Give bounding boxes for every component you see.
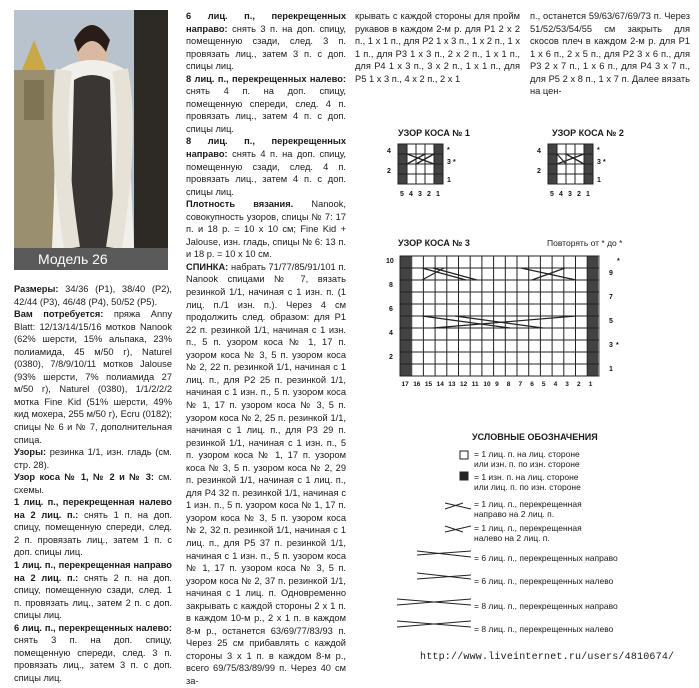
c3-col-label: 12 bbox=[460, 381, 468, 388]
c3-col-label: 9 bbox=[495, 381, 499, 388]
c2-col-2: 2 bbox=[577, 191, 581, 198]
c1-row-4: 4 bbox=[387, 148, 391, 155]
c3-col-label: 8 bbox=[506, 381, 511, 388]
source-url[interactable]: http://www.liveinternet.ru/users/4810674/ bbox=[420, 652, 675, 663]
legend-item-cross-right-6: = 6 лиц. п., перекрещенных направо bbox=[474, 553, 618, 563]
cable-paragraph: Узор коса № 1, № 2 и № 3: см. схемы. bbox=[14, 472, 172, 495]
c3-col-label: 3 bbox=[565, 381, 569, 388]
purl-symbol bbox=[460, 472, 468, 480]
legend-symbols bbox=[395, 445, 475, 645]
c3-row-3: 3 bbox=[609, 342, 613, 349]
c1-col-4: 4 bbox=[409, 191, 413, 198]
patterns-paragraph: Узоры: резинка 1/1, изн. гладь (см. стр. 28). bbox=[14, 447, 172, 470]
gauge-paragraph: Плотность вязания. Nanook, совокупность узоров, спицы № 7: 17 п. и 18 р. = 10 х 10 см; Fine Kid + Jalouse, изн. гладь, спицы № 6: 13 п. и 18 р. = 10 х 10 см. bbox=[186, 199, 346, 260]
c3-col-label: 10 bbox=[483, 381, 491, 388]
cross-right-6-symbol bbox=[417, 551, 471, 557]
cable-chart-2 bbox=[535, 140, 635, 204]
legend-item-purl: = 1 изн. п. на лиц. стороне или лиц. п. по изн. стороне bbox=[474, 472, 581, 492]
column-3 bbox=[355, 10, 520, 85]
c3-col-label: 11 bbox=[471, 381, 479, 388]
c3-row-5: 5 bbox=[609, 318, 613, 325]
c2-row-3: 3 bbox=[597, 159, 601, 166]
cross-right-8-symbol bbox=[397, 599, 471, 605]
chart-1-title: УЗОР КОСА № 1 bbox=[398, 128, 470, 138]
repeat-note: Повторять от * до * bbox=[547, 238, 623, 248]
c3-col-label: 6 bbox=[530, 381, 534, 388]
six-right-paragraph: 6 лиц. п., перекрещенных направо: снять 3 п. на доп. спицу, помещенную сзади, след. 3 п. провязать лиц., затем 3 п. с доп. спицы лиц. bbox=[186, 11, 346, 72]
c1-col-1: 1 bbox=[436, 191, 440, 198]
cable-chart-1 bbox=[385, 140, 485, 204]
column-2 bbox=[186, 10, 346, 688]
c2-star-1: * bbox=[597, 147, 600, 154]
eight-right-paragraph: 8 лиц. п., перекрещенных направо: снять 4 п. на доп. спицу, помещенную сзади, след. 4 п. провязать лиц., затем 4 п. с доп. спицы лиц. bbox=[186, 136, 346, 197]
cross-left-paragraph: 1 лиц. п., перекрещенная налево на 2 лиц. п.: снять 1 п. на доп. спицу, помещенную спереди, след. 2 п. провязать лиц., затем 1 п. с доп. спицы лиц. bbox=[14, 497, 173, 558]
c3-col-label: 14 bbox=[436, 381, 444, 388]
c3-row-4: 4 bbox=[389, 330, 393, 337]
armhole-paragraph: крывать с каждой стороны для пройм рукавов в каждом 2-м р. для P1 2 х 2 п., 1 х 1 п., для P2 1 х 3 п., 1 х 2 п., 1 х 1 п., для P3 1 х 3 п., 2 х 2 п., 1 х 1 п., для P4 1 х 3 п., 3 х 2 п., 1 х 1 п., для P5 1 х 3 п., 4 х 2 п., 2 х 1 bbox=[355, 11, 520, 84]
c2-col-3: 3 bbox=[568, 191, 572, 198]
c2-row-4: 4 bbox=[537, 148, 541, 155]
cross-left-1-2-symbol bbox=[445, 526, 471, 532]
c1-row-1: 1 bbox=[447, 177, 451, 184]
c2-col-1: 1 bbox=[586, 191, 590, 198]
c2-col-5: 5 bbox=[550, 191, 554, 198]
model-label: Модель 26 bbox=[14, 248, 168, 270]
c3-row-2: 2 bbox=[389, 354, 393, 361]
c1-row-2: 2 bbox=[387, 168, 391, 175]
cross-left-8-symbol bbox=[397, 621, 471, 627]
c3-row-6: 6 bbox=[389, 306, 393, 313]
chart-2-title: УЗОР КОСА № 2 bbox=[552, 128, 624, 138]
sizes-paragraph: Размеры: 34/36 (P1), 38/40 (P2), 42/44 (P3), 46/48 (P4), 50/52 (P5). bbox=[14, 284, 172, 307]
back-paragraph: СПИНКА: набрать 71/77/85/91/101 п. Nanook спицами № 7, вязать резинкой 1/1, начиная с 1 изн. п. (1 лиц. п./1 изн. п.). Через 4 см продолжить след. образом: для P1 22 п. резинкой 1/1, начиная с 1 изн. п., 5 п. узором коса № 1, 17 п. узором коса № 3, 5 п. узором коса № 2, 22 п. резинкой 1/1, начиная с 1 лиц. п., для P2 25 п. резинкой 1/1, начиная с 1 изн. п., 5 п. узором коса № 1, 17 п. узором коса № 3, 5 п. узором коса № 2, 25 п. резинкой 1/1, начиная с 1 лиц. п., для P3 29 п. резинкой 1/1, начиная с 1 изн. п., 5 п. узором коса № 1, 17 п. узором коса № 3, 5 п. узором коса № 2, 29 п. резинкой 1/1, начиная с 1 лиц. п., для P4 32 п. резинкой 1/1, начиная с 1 изн. п., 5 п. узором коса № 1, 17 п. узором коса № 3, 5 п. узором коса № 2, 32 п. резинкой 1/1, начиная с 1 лиц. п., для P5 37 п. резинкой 1/1, начиная с 1 изн. п., 5 п. узором коса № 1, 17 п. узором коса № 3, 5 п. узором коса № 2, 37 п. резинкой 1/1, начиная с 1 лиц. п. Одновременно закрывать с каждой стороны 2 х 1 п. в каждом 10-м р., 2 х 1 п. в каждом 8-м р., останется 63/69/77/83/93 п. Через 25 см прибавлять с каждой стороны 3 х 1 п. в каждом 8-м р., всего 69/75/83/89/99 п. Через 40 см за- bbox=[186, 261, 346, 686]
c1-star-2: * bbox=[453, 159, 456, 166]
c3-col-label: 1 bbox=[588, 381, 593, 388]
legend-item-cross-left-1-2: = 1 лиц. п., перекрещенная налево на 2 лиц. п. bbox=[474, 523, 582, 543]
cross-right-1-2-symbol bbox=[445, 503, 471, 509]
c3-row-9: 9 bbox=[609, 270, 613, 277]
c2-star-2: * bbox=[603, 159, 606, 166]
six-left-paragraph: 6 лиц. п., перекрещенных налево: снять 3 п. на доп. спицу, помещенную спереди, след. 3 п. провязать лиц., затем 3 п. с доп. спицы лиц. bbox=[14, 622, 172, 683]
legend-item-cross-left-8: = 8 лиц. п., перекрещенных налево bbox=[474, 624, 614, 634]
c3-col-label: 7 bbox=[518, 381, 523, 388]
legend-title: УСЛОВНЫЕ ОБОЗНАЧЕНИЯ bbox=[472, 432, 598, 442]
legend-item-cross-left-6: = 6 лиц. п., перекрещенных налево bbox=[474, 576, 614, 586]
c3-row-7: 7 bbox=[609, 294, 613, 301]
column-4 bbox=[530, 10, 690, 98]
c1-row-3: 3 bbox=[447, 159, 451, 166]
legend-item-cross-right-8: = 8 лиц. п., перекрещенных направо bbox=[474, 601, 618, 611]
c3-star-bottom: * bbox=[616, 342, 619, 349]
c1-col-2: 2 bbox=[427, 191, 431, 198]
c3-col-label: 15 bbox=[424, 381, 433, 388]
cross-right-paragraph: 1 лиц. п., перекрещенная направо на 2 лиц. п.: снять 2 п. на доп. спицу, помещенную сзади, след. 1 п. провязать лиц., затем 2 п. с доп. спицы лиц. bbox=[14, 560, 173, 621]
c3-col-label: 5 bbox=[541, 381, 546, 388]
c3-row-10: 10 bbox=[386, 258, 394, 265]
c1-col-5: 5 bbox=[400, 191, 404, 198]
c3-col-label: 13 bbox=[448, 381, 456, 388]
chart-3-title: УЗОР КОСА № 3 bbox=[398, 238, 470, 248]
legend-item-knit: = 1 лиц. п. на лиц. стороне или изн. п. по изн. стороне bbox=[474, 449, 580, 469]
column-1 bbox=[14, 283, 172, 685]
c3-col-label: 16 bbox=[413, 381, 421, 388]
materials-paragraph: Вам потребуется: пряжа Anny Blatt: 12/13/14/15/16 мотков Nanook (62% шерсти, 15% альпака, 23% полиамида, 45 м/50 г), Naturel (0380), 7/8/9/10/11 мотков Jalouse (93% шерсти, 7% полиамида 27 м/50 г), Naturel (0380), 1/1/2/2/2 мотка Fine Kid (51% шерсти, 49% кид мохера, 255 м/50 г), Ecru (0182); спицы № 6 и № 7, дополнительная спица. bbox=[14, 309, 172, 445]
c1-col-3: 3 bbox=[418, 191, 422, 198]
c3-col-label: 4 bbox=[553, 381, 558, 388]
c1-star-1: * bbox=[447, 147, 450, 154]
cable-chart-3 bbox=[385, 250, 635, 390]
c3-star-top: * bbox=[617, 258, 620, 265]
c3-col-label: 2 bbox=[577, 381, 581, 388]
cross-left-6-symbol bbox=[417, 573, 471, 579]
c2-row-2: 2 bbox=[537, 168, 541, 175]
c2-row-1: 1 bbox=[597, 177, 601, 184]
legend-item-cross-right-1-2: = 1 лиц. п., перекрещенная направо на 2 лиц. п. bbox=[474, 499, 582, 519]
c3-row-8: 8 bbox=[389, 282, 393, 289]
knit-symbol bbox=[460, 451, 468, 459]
c3-row-1: 1 bbox=[609, 366, 613, 373]
eight-left-paragraph: 8 лиц. п., перекрещенных налево: снять 4 п. на доп. спицу, помещенную спереди, след. 4 п. провязать лиц., затем 4 п. с доп. спицы лиц. bbox=[186, 73, 346, 134]
c2-col-4: 4 bbox=[559, 191, 563, 198]
shoulder-paragraph: п., останется 59/63/67/69/73 п. Через 51/52/53/54/55 см закрыть для скосов плеч в каждом 2-м р. для P1 1 х 6 п., 2 х 5 п., для P2 3 х 6 п., для P3 2 х 7 п., 1 х 6 п., для P4 3 х 7 п., для P5 2 х 8 п., 1 х 7 п. Далее вязать на цен- bbox=[530, 11, 690, 97]
c3-col-label: 17 bbox=[401, 381, 409, 388]
model-photo bbox=[14, 10, 168, 248]
